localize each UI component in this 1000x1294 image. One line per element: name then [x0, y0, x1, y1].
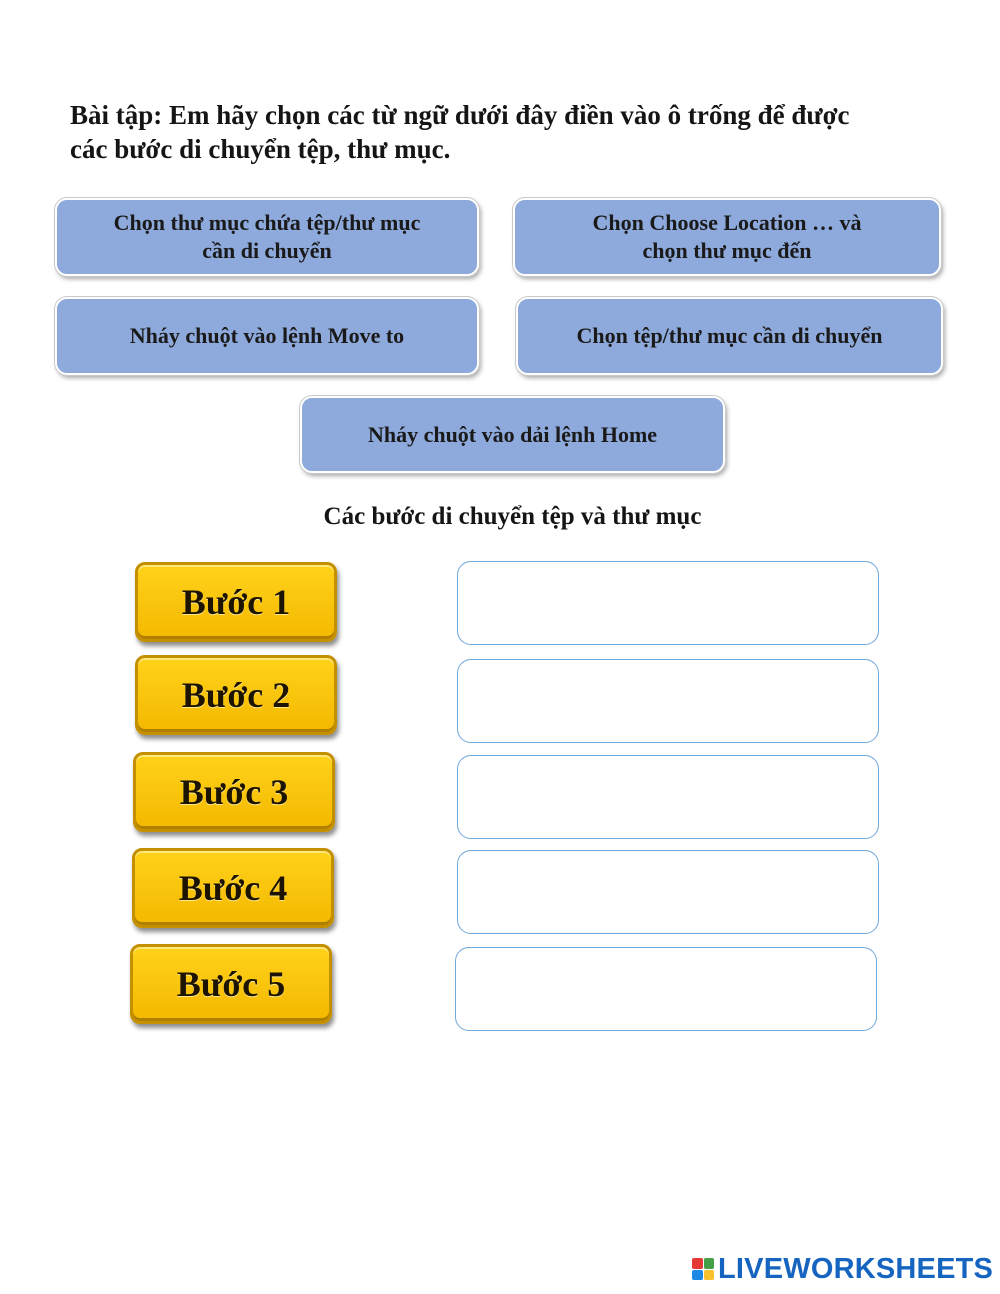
step-badge-2: Bước 2	[135, 655, 337, 735]
answer-drop-box-4[interactable]	[457, 850, 879, 934]
answer-drop-box-1[interactable]	[457, 561, 879, 645]
word-card-5[interactable]: Nháy chuột vào dải lệnh Home	[300, 396, 725, 473]
word-card-4[interactable]: Chọn tệp/thư mục cần di chuyển	[516, 297, 943, 375]
section-title: Các bước di chuyển tệp và thư mục	[323, 503, 702, 530]
liveworksheets-brand	[692, 1252, 993, 1286]
step-badge-3: Bước 3	[133, 752, 335, 832]
instruction-text: Bài tập: Em hãy chọn các từ ngữ dưới đây điền vào ô trống để được các bước di chuyển tệp, thư mục.	[70, 100, 850, 164]
word-card-1[interactable]: Chọn thư mục chứa tệp/thư mục cần di chuyển	[55, 198, 479, 276]
liveworksheets-logo-icon	[692, 1258, 714, 1280]
answer-drop-box-2[interactable]	[457, 659, 879, 743]
step-badge-4: Bước 4	[132, 848, 334, 928]
answer-drop-box-5[interactable]	[455, 947, 877, 1031]
step-badge-1: Bước 1	[135, 562, 337, 642]
answer-drop-box-3[interactable]	[457, 755, 879, 839]
word-card-3[interactable]: Nháy chuột vào lệnh Move to	[55, 297, 479, 375]
brand-name: LIVEWORKSHEETS	[718, 1252, 994, 1285]
word-card-2[interactable]: Chọn Choose Location … và chọn thư mục đến	[513, 198, 941, 276]
step-badge-5: Bước 5	[130, 944, 332, 1024]
